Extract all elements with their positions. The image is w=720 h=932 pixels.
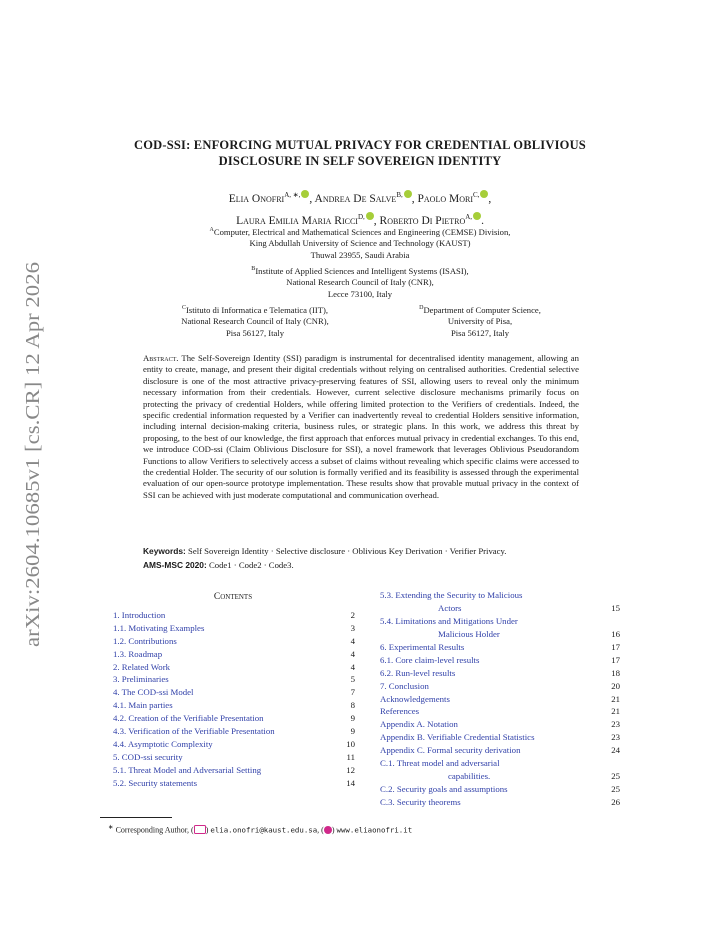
toc-entry[interactable]: [113, 661, 355, 674]
toc-link[interactable]: C.1. Threat model and adversarial: [380, 758, 500, 769]
toc-link[interactable]: 4. The COD-ssi Model: [113, 687, 194, 698]
toc-link-cont[interactable]: Actors: [438, 603, 462, 613]
toc-page: 21: [611, 706, 620, 717]
toc-link[interactable]: 4.4. Asymptotic Complexity: [113, 738, 213, 749]
aff-line: Lecce 73100, Italy: [327, 288, 393, 299]
author-sup: A, ∗,: [284, 191, 301, 199]
aff-line: University of Pisa,: [447, 316, 513, 327]
msc-text: Code1 · Code2 · Code3.: [208, 560, 294, 570]
keywords: [143, 546, 583, 556]
toc-link[interactable]: C.2. Security goals and assumptions: [380, 784, 508, 795]
footnote-rule: [100, 817, 172, 818]
toc-link[interactable]: 1. Introduction: [113, 610, 166, 620]
author-name: Andrea De Salve: [314, 192, 397, 205]
toc-link[interactable]: 4.3. Verification of the Verifiable Presentation: [113, 726, 275, 737]
arxiv-stamp: [10, 260, 48, 650]
abstract-text: The Self-Sovereign Identity (SSI) paradigm is instrumental for decentralised identity management, allowing an entity to create, manage, and present their digital credentials without relying on centralised authorities. Credential selective disclosure is one of the most attractive privacy-preserving features of SSI, allowing users to reveal only the minimum necessary information from their credentials. However, current selective disclosure mechanisms primarily focus on protecting the privacy of credential Holders, while offering limited protection to the Verifiers of credentials. Indeed, the specific credential information requested by a Verifier can inadvertently reveal to credential Holders sensitive information, including internal decision-making criteria, business rules, or strategic plans. In this work, we address this threat by proposing, to the best of our knowledge, the first approach that enforces mutual privacy in credential exchanges. To this end, we introduce COD-ssi (Claim Oblivious Disclosure for SSI), a novel framework that leverages Oblivious Pseudorandom Functions to allow Verifiers to selectively access a subset of claims without revealing which specific claims were accessed to the credential Holder. The security of our solution is formally verified and its feasibility is assessed through the experimental evaluation of our open-source prototype implementation. These results show that provable mutual privacy in the context of SSI can be achieved with just moderate computational and communication overhead.: [143, 353, 580, 500]
aff-line: Thuwal 23955, Saudi Arabia: [310, 249, 410, 260]
toc-page: 9: [350, 726, 355, 737]
toc-page: 11: [346, 751, 355, 762]
abstract-lead: Abstract.: [143, 353, 179, 363]
toc-page: 17: [611, 654, 620, 665]
toc-link-cont[interactable]: capabilities.: [448, 771, 491, 782]
envelope-icon: [194, 825, 206, 834]
toc-entry[interactable]: [113, 777, 355, 790]
aff-sup: D: [419, 305, 424, 311]
toc-page: 10: [346, 738, 355, 749]
toc-page: 14: [346, 777, 355, 788]
toc-entry[interactable]: [113, 686, 355, 699]
toc-link[interactable]: 6.1. Core claim-level results: [380, 654, 480, 665]
author-name: Elia Onofri: [228, 192, 285, 205]
toc-page: 4: [350, 661, 355, 672]
toc-link[interactable]: 6.2. Run-level results: [380, 667, 456, 678]
footnote-email[interactable]: elia.onofri@kaust.edu.sa: [210, 825, 318, 835]
author-name: Paolo Mori: [417, 192, 473, 205]
toc-link[interactable]: 7. Conclusion: [380, 680, 429, 691]
arxiv-stamp-text: arXiv:2604.10685v1 [cs.CR] 12 Apr 2026: [22, 300, 44, 647]
aff-line: Department of Computer Science,: [423, 304, 541, 315]
author-name: Laura Emilia Maria Ricci: [236, 214, 358, 227]
affiliation-b: [160, 264, 560, 300]
toc-entry[interactable]: [380, 705, 620, 718]
toc-page: 23: [611, 732, 620, 743]
toc-right: [380, 589, 620, 809]
author-list: Elia Onofri$^{A, ∗,}$ , Andrea De Salve$^{B,}$ , Paolo Mori$^{C,}$ , Laura Emilia Maria Ricci$^{D,}$ , Roberto Di Pietro$^{A,}$ .: [228, 191, 492, 227]
toc-page: 8: [350, 700, 355, 711]
footnote: ∗ Corresponding Author, ( ) elia.onofri@kaust.edu.sa, ( ) www.eliaonofri.it: [108, 824, 413, 835]
toc-link[interactable]: 2. Related Work: [113, 661, 171, 672]
toc-page: 5: [350, 674, 355, 685]
toc-link[interactable]: C.3. Security theorems: [380, 796, 461, 807]
msc: [143, 560, 583, 570]
toc-link[interactable]: 5.4. Limitations and Mitigations Under: [380, 616, 518, 626]
toc-link[interactable]: Acknowledgements: [380, 693, 450, 704]
author-sup: A,: [465, 212, 473, 221]
toc-link[interactable]: 4.1. Main parties: [113, 700, 173, 711]
aff-sup: B: [251, 266, 256, 272]
toc-page: 25: [611, 771, 620, 782]
toc-entry[interactable]: [380, 615, 620, 641]
toc-entry[interactable]: [113, 764, 355, 777]
orcid-icon[interactable]: [480, 190, 488, 198]
toc-entry[interactable]: [380, 667, 620, 680]
toc-entry[interactable]: [380, 783, 620, 796]
affiliation-c: [145, 303, 365, 339]
toc-page: 2: [350, 610, 355, 620]
aff-line: Institute of Applied Sciences and Intelligent Systems (ISASI),: [255, 265, 469, 276]
toc-entry[interactable]: [380, 654, 620, 667]
toc-page: 12: [346, 764, 355, 775]
toc-entry[interactable]: [113, 648, 355, 661]
affiliation-d: [375, 303, 585, 339]
aff-line: National Research Council of Italy (CNR),: [181, 316, 329, 327]
toc-link-cont[interactable]: Malicious Holder: [438, 629, 500, 639]
msc-label: AMS-MSC 2020:: [143, 560, 207, 570]
affiliation-a: [120, 225, 600, 261]
toc-link[interactable]: Appendix A. Notation: [380, 719, 458, 730]
toc-entry[interactable]: [113, 751, 355, 764]
toc-page: 20: [611, 680, 620, 691]
title-line-2: DISCLOSURE IN SELF SOVEREIGN IDENTITY: [218, 154, 502, 168]
footnote-web[interactable]: www.eliaonofri.it: [336, 825, 413, 835]
toc-link[interactable]: 5.3. Extending the Security to Malicious: [380, 590, 523, 600]
toc-entry[interactable]: [113, 738, 355, 751]
toc-link[interactable]: References: [380, 706, 420, 717]
toc-link[interactable]: 4.2. Creation of the Verifiable Presentation: [113, 713, 264, 724]
toc-entry[interactable]: [380, 744, 620, 757]
footnote-mark: ∗: [108, 824, 114, 831]
toc-entry[interactable]: [113, 712, 355, 725]
toc-page: 16: [611, 629, 620, 639]
aff-line: Pisa 56127, Italy: [225, 327, 284, 338]
aff-line: King Abdullah University of Science and Technology (KAUST): [249, 238, 471, 249]
abstract: [143, 353, 579, 501]
keywords-label: Keywords:: [143, 546, 186, 556]
aff-line: Istituto di Informatica e Telematica (IIT),: [186, 304, 328, 315]
author-sup: D,: [357, 212, 365, 221]
toc-entry[interactable]: [380, 757, 620, 783]
toc-entry[interactable]: [380, 731, 620, 744]
orcid-icon[interactable]: [366, 212, 374, 220]
author-sup: B,: [396, 191, 403, 199]
toc-entry[interactable]: [380, 680, 620, 693]
toc-page: 7: [350, 687, 355, 698]
toc-link[interactable]: 5. COD-ssi security: [113, 751, 183, 762]
toc-link[interactable]: 1.3. Roadmap: [113, 648, 163, 659]
toc-page: 23: [611, 719, 620, 730]
toc-entry[interactable]: [113, 635, 355, 648]
toc-link[interactable]: 5.2. Security statements: [113, 777, 198, 788]
toc-page: 4: [350, 648, 355, 659]
toc-page: 17: [611, 642, 620, 652]
toc-page: 21: [611, 693, 620, 704]
orcid-icon[interactable]: [301, 190, 309, 198]
toc-entry[interactable]: [380, 796, 620, 809]
toc-link[interactable]: 6. Experimental Results: [380, 642, 465, 652]
toc-link[interactable]: 3. Preliminaries: [113, 674, 169, 685]
toc-page: 15: [611, 603, 620, 613]
toc-entry[interactable]: [380, 641, 620, 654]
toc-link[interactable]: Appendix B. Verifiable Credential Statistics: [380, 732, 535, 743]
paper-title: [100, 137, 620, 169]
aff-sup: C: [182, 305, 187, 311]
toc-entry[interactable]: [113, 609, 355, 622]
toc-link[interactable]: Appendix C. Formal security derivation: [380, 745, 521, 756]
toc-entry[interactable]: [380, 718, 620, 731]
toc-link[interactable]: 5.1. Threat Model and Adversarial Setting: [113, 764, 262, 775]
toc-page: 25: [611, 784, 620, 795]
toc-entry[interactable]: [380, 589, 620, 615]
toc-page: 18: [611, 667, 620, 678]
toc-entry[interactable]: [380, 693, 620, 706]
toc-page: 9: [350, 713, 355, 724]
globe-icon: [324, 826, 332, 834]
orcid-icon[interactable]: [473, 212, 481, 220]
author-name: Roberto Di Pietro: [379, 214, 466, 227]
keywords-text: Self Sovereign Identity · Selective disclosure · Oblivious Key Derivation · Verifier Privacy.: [188, 546, 507, 556]
title-line-1: COD-SSI: ENFORCING MUTUAL PRIVACY FOR CREDENTIAL OBLIVIOUS: [134, 138, 586, 152]
toc-entry[interactable]: [113, 622, 355, 635]
toc-entry[interactable]: [113, 673, 355, 686]
contents-title: Contents: [213, 592, 253, 602]
aff-line: Pisa 56127, Italy: [450, 327, 509, 338]
toc-link[interactable]: 1.1. Motivating Examples: [113, 622, 205, 633]
aff-sup: A: [209, 227, 214, 233]
toc-page: 26: [611, 796, 620, 807]
toc-left: [113, 609, 355, 789]
aff-line: National Research Council of Italy (CNR),: [286, 277, 434, 288]
toc-entry[interactable]: [113, 699, 355, 712]
toc-entry[interactable]: [113, 725, 355, 738]
author-sup: C,: [473, 191, 480, 199]
toc-link[interactable]: 1.2. Contributions: [113, 635, 177, 646]
toc-page: 3: [350, 622, 355, 633]
footnote-lead: Corresponding Author,: [115, 825, 190, 835]
toc-page: 24: [611, 745, 620, 756]
orcid-icon[interactable]: [404, 190, 412, 198]
toc-page: 4: [350, 635, 355, 646]
aff-line: Computer, Electrical and Mathematical Sciences and Engineering (CEMSE) Division,: [213, 226, 511, 237]
